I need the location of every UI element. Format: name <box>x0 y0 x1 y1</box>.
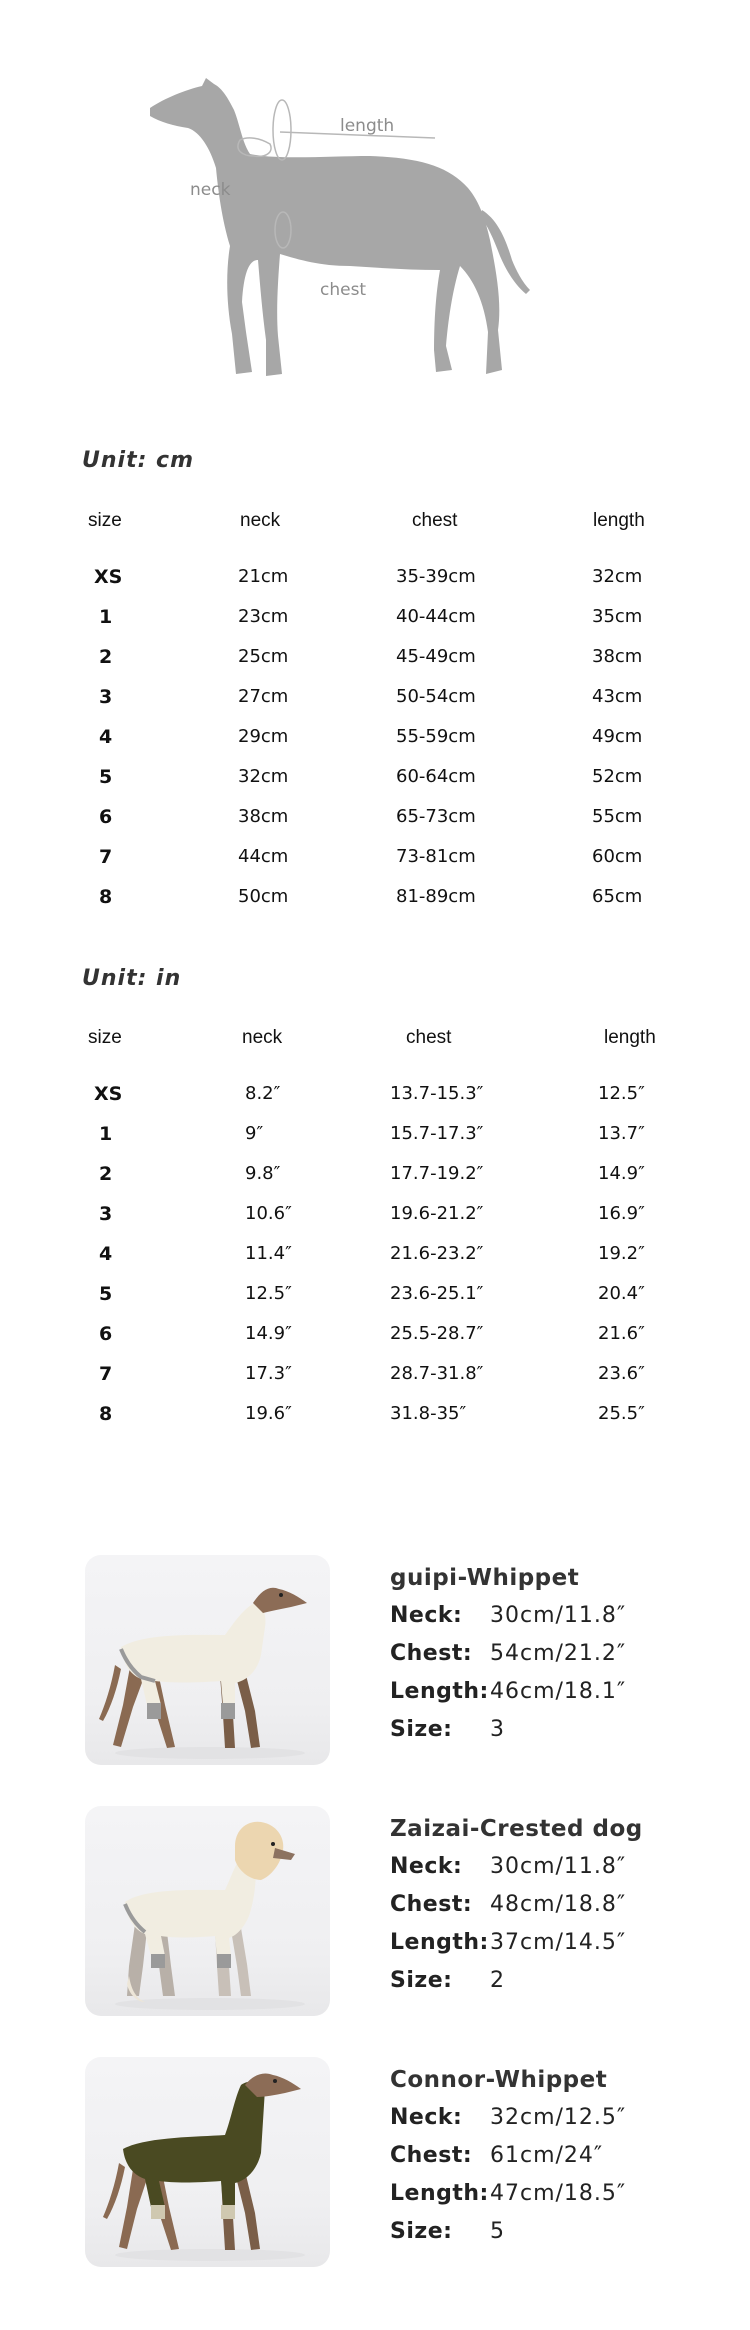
length-line <box>390 1679 680 1717</box>
cell-neck: 21cm <box>238 566 289 587</box>
cell-size: 8 <box>99 1403 113 1425</box>
cell-neck: 32cm <box>238 766 289 787</box>
table-row <box>0 646 750 676</box>
model-photo <box>85 1806 330 2016</box>
cell-chest: 35-39cm <box>396 566 476 587</box>
size-line <box>390 1968 680 2006</box>
cell-chest: 81-89cm <box>396 886 476 907</box>
length-line <box>390 2181 680 2219</box>
cell-neck: 9.8″ <box>245 1163 281 1184</box>
cell-length: 23.6″ <box>598 1363 645 1384</box>
header-chest: chest <box>406 1027 452 1048</box>
cell-neck: 17.3″ <box>245 1363 292 1384</box>
cell-neck: 11.4″ <box>245 1243 292 1264</box>
cell-neck: 27cm <box>238 686 289 707</box>
cell-chest: 73-81cm <box>396 846 476 867</box>
cell-neck: 10.6″ <box>245 1203 292 1224</box>
crested-dog-in-cream-sweater-illustration <box>85 1806 330 2016</box>
length-value: 47cm/18.5″ <box>490 2181 627 2206</box>
neck-label: Neck: <box>390 1854 463 1879</box>
cell-chest: 15.7-17.3″ <box>390 1123 484 1144</box>
table-row <box>0 806 750 836</box>
chest-label: Chest: <box>390 1641 473 1666</box>
header-size: size <box>88 510 122 531</box>
length-label: Length: <box>390 1930 489 1955</box>
diagram-label-length: length <box>340 116 395 136</box>
cell-chest: 65-73cm <box>396 806 476 827</box>
unit-title-in: Unit: in <box>82 966 182 991</box>
cell-chest: 40-44cm <box>396 606 476 627</box>
whippet-in-cream-sweater-illustration <box>85 1555 330 1765</box>
size-label: Size: <box>390 2219 453 2244</box>
cell-chest: 25.5-28.7″ <box>390 1323 484 1344</box>
header-neck: neck <box>242 1027 283 1048</box>
model-info <box>390 1565 680 1755</box>
model-name: Connor-Whippet <box>390 2067 608 2093</box>
cell-size: 1 <box>99 1123 113 1145</box>
table-row <box>0 726 750 756</box>
table-row <box>0 606 750 636</box>
table-row <box>0 766 750 796</box>
cell-length: 32cm <box>592 566 643 587</box>
cell-length: 49cm <box>592 726 643 747</box>
cell-length: 12.5″ <box>598 1083 645 1104</box>
whippet-in-olive-turtleneck-illustration <box>85 2057 330 2267</box>
length-value: 46cm/18.1″ <box>490 1679 627 1704</box>
cell-length: 43cm <box>592 686 643 707</box>
table-row <box>0 1083 750 1113</box>
dog-measurement-diagram <box>130 70 560 400</box>
length-label: Length: <box>390 1679 489 1704</box>
cell-length: 55cm <box>592 806 643 827</box>
length-line <box>390 1930 680 1968</box>
chest-line <box>390 1641 680 1679</box>
cell-neck: 50cm <box>238 886 289 907</box>
cell-chest: 23.6-25.1″ <box>390 1283 484 1304</box>
model-info <box>390 1816 680 2006</box>
chest-value: 48cm/18.8″ <box>490 1892 627 1917</box>
diagram-label-neck: neck <box>190 180 231 200</box>
header-size: size <box>88 1027 122 1048</box>
chest-value: 54cm/21.2″ <box>490 1641 627 1666</box>
chest-line <box>390 1892 680 1930</box>
table-row <box>0 1203 750 1233</box>
cell-size: 4 <box>99 726 113 748</box>
model-info <box>390 2067 680 2257</box>
cell-length: 20.4″ <box>598 1283 645 1304</box>
header-length: length <box>604 1027 656 1048</box>
cell-length: 60cm <box>592 846 643 867</box>
chest-value: 61cm/24″ <box>490 2143 604 2168</box>
table-row <box>0 1323 750 1353</box>
chest-line <box>390 2143 680 2181</box>
size-value: 3 <box>490 1717 505 1742</box>
table-header-row <box>0 1027 750 1057</box>
cell-chest: 60-64cm <box>396 766 476 787</box>
length-value: 37cm/14.5″ <box>490 1930 627 1955</box>
cell-size: XS <box>94 566 123 588</box>
cell-length: 52cm <box>592 766 643 787</box>
cell-chest: 17.7-19.2″ <box>390 1163 484 1184</box>
cell-size: 7 <box>99 846 113 868</box>
table-row <box>0 1163 750 1193</box>
cell-length: 19.2″ <box>598 1243 645 1264</box>
cell-length: 16.9″ <box>598 1203 645 1224</box>
cell-neck: 14.9″ <box>245 1323 292 1344</box>
unit-title-cm: Unit: cm <box>82 448 195 473</box>
table-row <box>0 686 750 716</box>
chest-label: Chest: <box>390 1892 473 1917</box>
cell-size: 6 <box>99 1323 113 1345</box>
cell-chest: 13.7-15.3″ <box>390 1083 484 1104</box>
table-row <box>0 1243 750 1273</box>
cell-size: 7 <box>99 1363 113 1385</box>
size-label: Size: <box>390 1968 453 1993</box>
cell-chest: 45-49cm <box>396 646 476 667</box>
cell-chest: 21.6-23.2″ <box>390 1243 484 1264</box>
cell-length: 25.5″ <box>598 1403 645 1424</box>
cell-length: 35cm <box>592 606 643 627</box>
cell-neck: 38cm <box>238 806 289 827</box>
size-value: 2 <box>490 1968 505 1993</box>
cell-size: 2 <box>99 646 113 668</box>
cell-size: 5 <box>99 1283 113 1305</box>
chest-label: Chest: <box>390 2143 473 2168</box>
model-card <box>85 1806 675 2016</box>
cell-neck: 9″ <box>245 1123 264 1144</box>
cell-length: 13.7″ <box>598 1123 645 1144</box>
neck-line <box>390 1603 680 1641</box>
cell-neck: 19.6″ <box>245 1403 292 1424</box>
cell-chest: 55-59cm <box>396 726 476 747</box>
model-card <box>85 2057 675 2267</box>
header-chest: chest <box>412 510 458 531</box>
cell-neck: 8.2″ <box>245 1083 281 1104</box>
cell-size: 3 <box>99 1203 113 1225</box>
cell-size: 1 <box>99 606 113 628</box>
cell-size: 6 <box>99 806 113 828</box>
neck-line <box>390 2105 680 2143</box>
neck-label: Neck: <box>390 2105 463 2130</box>
header-neck: neck <box>240 510 281 531</box>
table-row <box>0 1363 750 1393</box>
cell-size: 4 <box>99 1243 113 1265</box>
size-line <box>390 2219 680 2257</box>
table-row <box>0 1403 750 1433</box>
size-label: Size: <box>390 1717 453 1742</box>
neck-value: 30cm/11.8″ <box>490 1854 627 1879</box>
table-row <box>0 886 750 916</box>
size-value: 5 <box>490 2219 505 2244</box>
model-photo <box>85 2057 330 2267</box>
table-header-row <box>0 510 750 540</box>
cell-neck: 12.5″ <box>245 1283 292 1304</box>
cell-size: 8 <box>99 886 113 908</box>
header-length: length <box>593 510 645 531</box>
cell-chest: 19.6-21.2″ <box>390 1203 484 1224</box>
cell-length: 65cm <box>592 886 643 907</box>
model-name: guipi-Whippet <box>390 1565 580 1591</box>
cell-neck: 44cm <box>238 846 289 867</box>
neck-value: 32cm/12.5″ <box>490 2105 627 2130</box>
cell-neck: 29cm <box>238 726 289 747</box>
model-name: Zaizai-Crested dog <box>390 1816 643 1842</box>
cell-length: 38cm <box>592 646 643 667</box>
cell-length: 21.6″ <box>598 1323 645 1344</box>
diagram-label-chest: chest <box>320 280 367 300</box>
table-row <box>0 566 750 596</box>
neck-line <box>390 1854 680 1892</box>
size-line <box>390 1717 680 1755</box>
cell-size: 3 <box>99 686 113 708</box>
cell-neck: 23cm <box>238 606 289 627</box>
cell-chest: 28.7-31.8″ <box>390 1363 484 1384</box>
table-row <box>0 1283 750 1313</box>
table-row <box>0 846 750 876</box>
cell-chest: 50-54cm <box>396 686 476 707</box>
cell-size: 5 <box>99 766 113 788</box>
length-label: Length: <box>390 2181 489 2206</box>
cell-size: XS <box>94 1083 123 1105</box>
cell-length: 14.9″ <box>598 1163 645 1184</box>
model-card <box>85 1555 675 1765</box>
neck-value: 30cm/11.8″ <box>490 1603 627 1628</box>
model-photo <box>85 1555 330 1765</box>
table-row <box>0 1123 750 1153</box>
cell-size: 2 <box>99 1163 113 1185</box>
neck-label: Neck: <box>390 1603 463 1628</box>
cell-chest: 31.8-35″ <box>390 1403 467 1424</box>
cell-neck: 25cm <box>238 646 289 667</box>
